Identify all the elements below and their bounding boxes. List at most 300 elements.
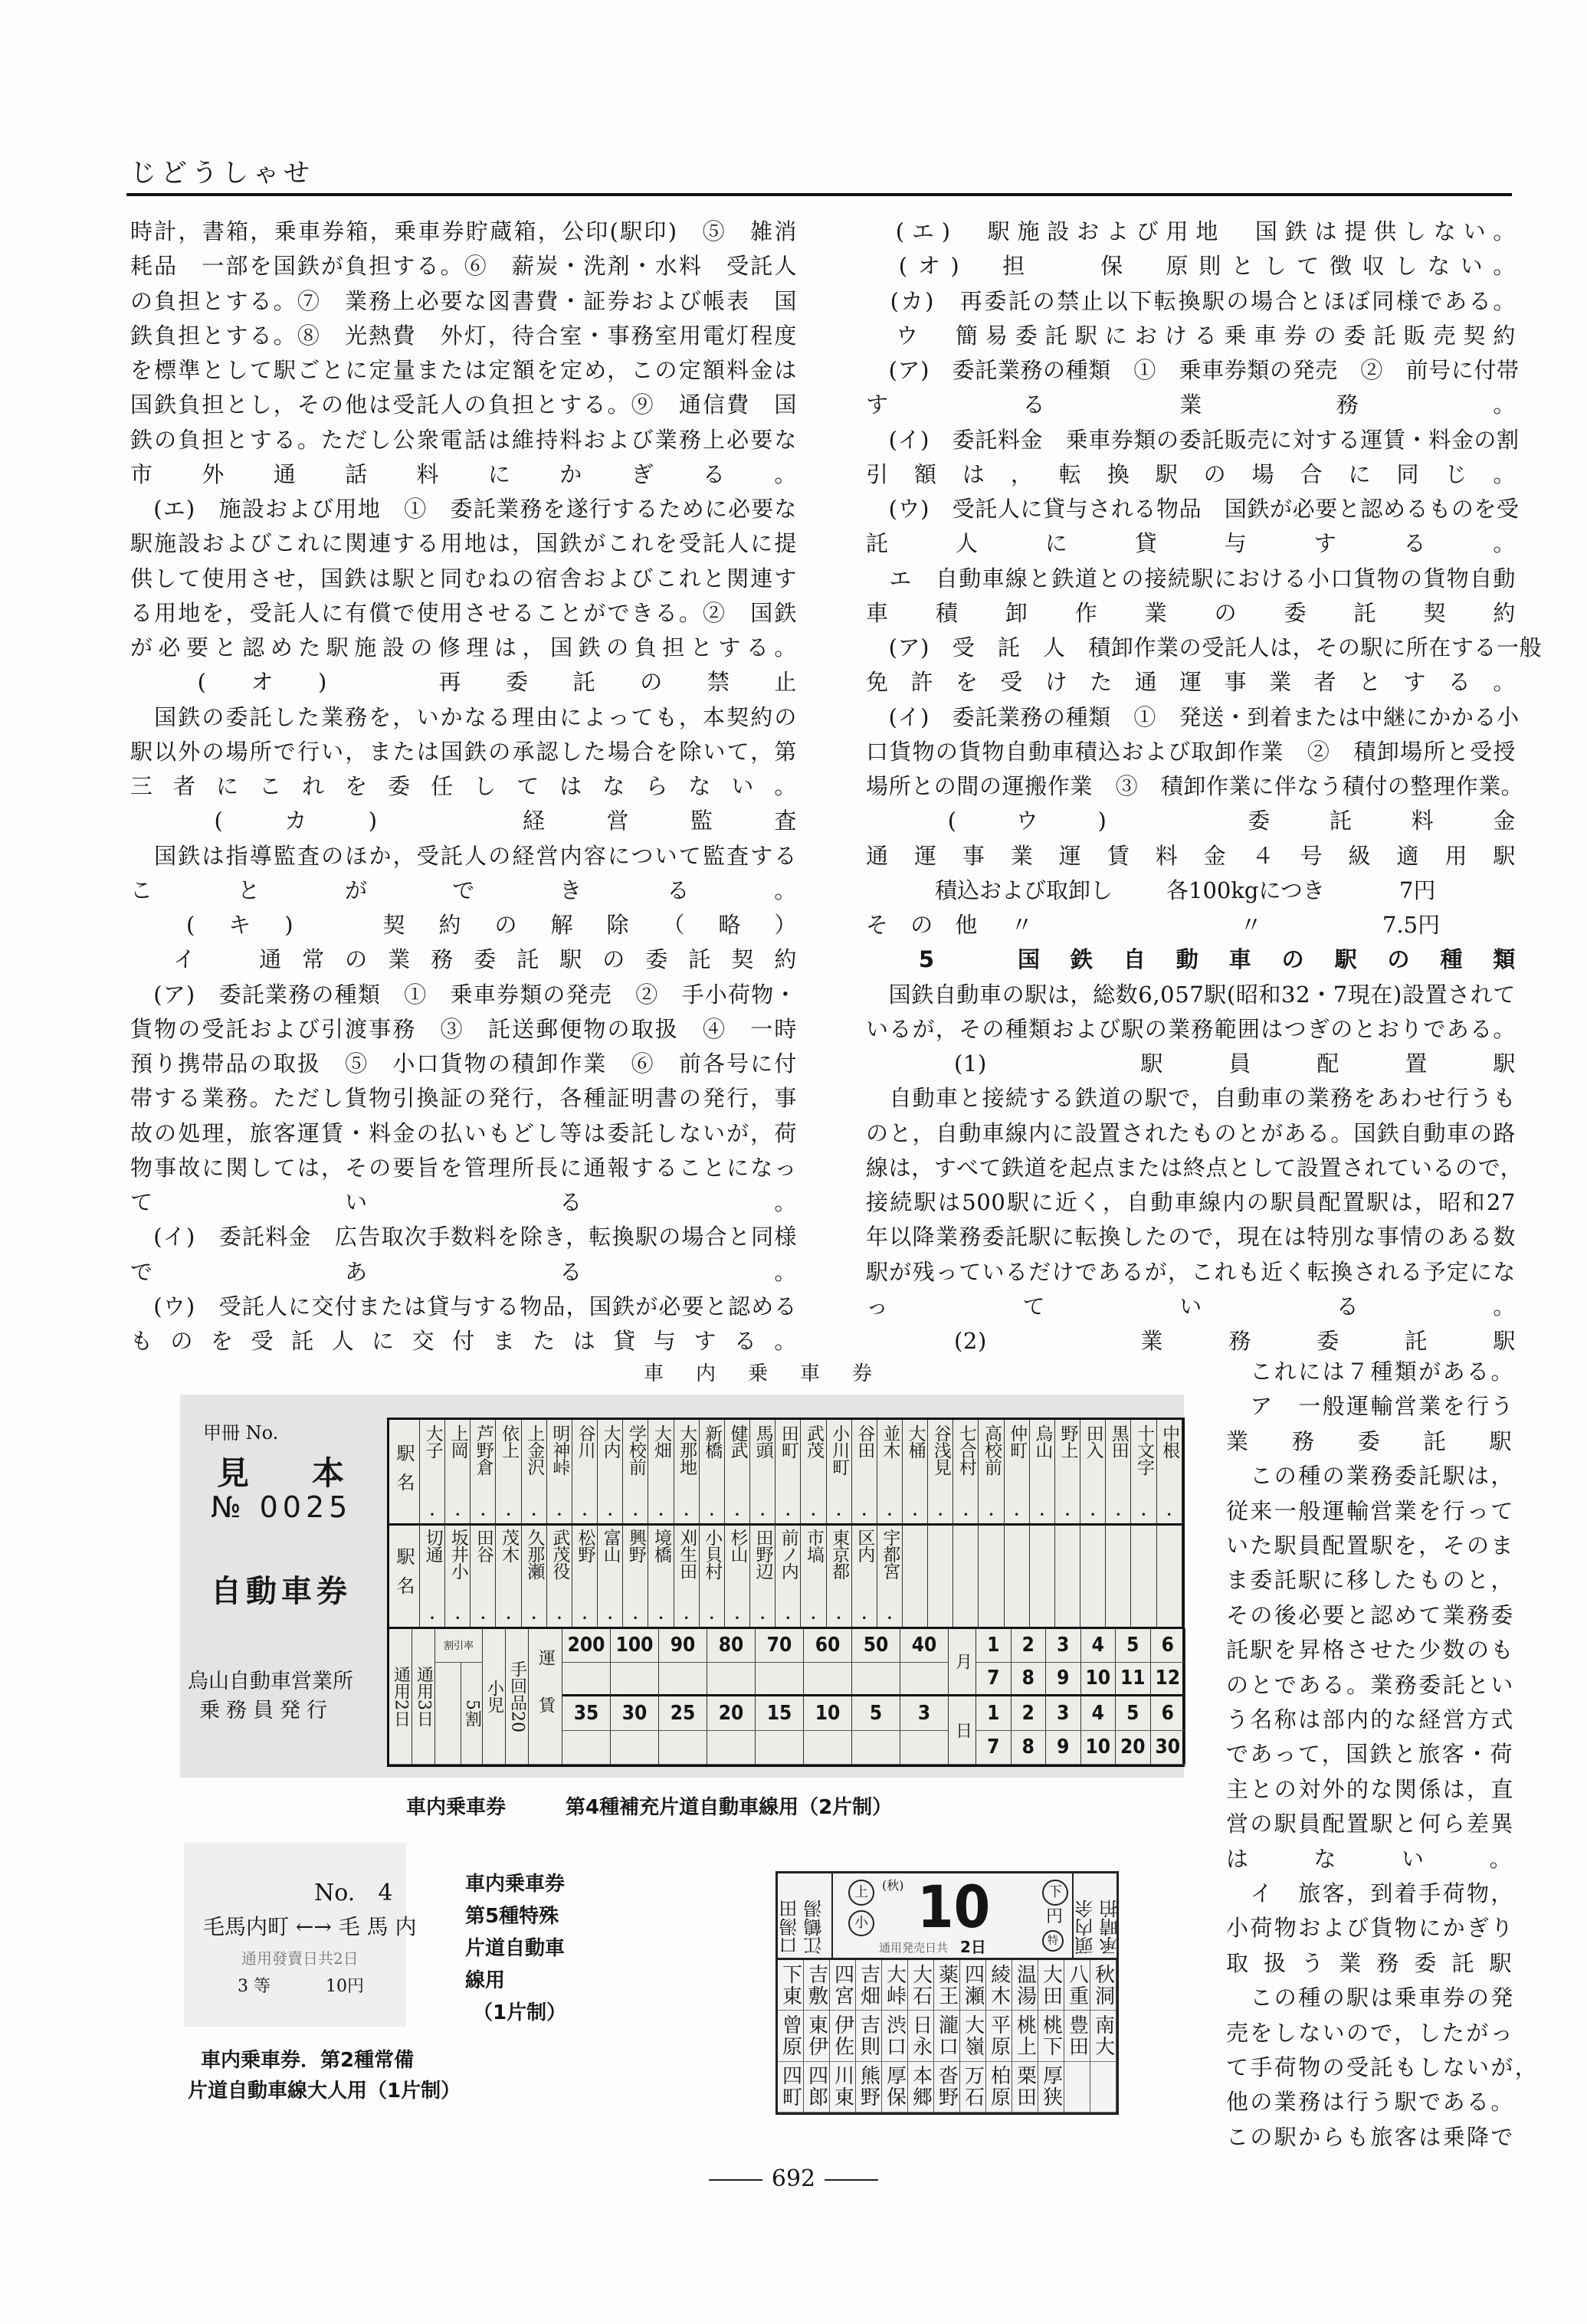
station-cell: 吉則 [856,2011,882,2061]
text-line: (エ) 施設および用地 ① 委託業務を遂行するために必要な [130,496,797,522]
fare-value: 20 [707,1696,756,1731]
station-cell: 四郎 [804,2062,830,2113]
figure-title: 車内乗車券 [644,1362,905,1385]
station-cell [471,1420,496,1523]
station-dot: • [582,1613,588,1624]
station-dot: • [632,1509,638,1520]
station-cell [1090,2062,1116,2113]
ticket3-validity-days: 2日 [960,1938,986,1956]
station-cell [801,1524,826,1627]
text-line: である。 [130,1258,797,1285]
station-cell [827,1420,852,1523]
fee-item: 積込および取卸し [935,877,1113,903]
station-cell [1080,1420,1106,1523]
ticket2-route: 毛馬内町 ←→ 毛 馬 内 [203,1914,417,1939]
fare-value: 200 [562,1628,611,1663]
text-line: (カ) 再委託の禁止以下転換駅の場合とほぼ同様である。 [866,287,1516,314]
station-name: 宇都宮 [880,1529,900,1579]
station-dot: • [734,1613,740,1624]
station-name: 芦野倉 [473,1424,493,1475]
station-dot: • [657,1613,664,1624]
station-name: 小川町 [829,1424,850,1475]
text-line: 託人に貸与する。 [866,530,1516,557]
station-dot: • [912,1509,918,1520]
station-label: 駅名 [389,1420,420,1523]
station-name: 上岡 [448,1424,468,1458]
text-line: 年以降業務委託駅に転換したので，現在は特別な事情のある数 [866,1224,1516,1251]
month-cell: 5 [1116,1628,1151,1663]
text-line: る用地を，受託人に有償で使用させることができる。② 国鉄 [130,599,797,626]
station-name: 武茂役 [549,1529,570,1579]
text-line: この種の業務委託駅は， [1226,1463,1515,1490]
station-name: 小貝村 [702,1529,723,1579]
down-mark: 下 [1042,1880,1068,1906]
station-cell [1055,1420,1080,1523]
station-cell [979,1524,1004,1627]
station-dot: • [759,1509,766,1520]
fare-blank [756,1731,804,1765]
station-dot: • [454,1509,461,1520]
station-cell: 大嶺 [960,2011,986,2061]
discount-label: 割引率 [435,1628,483,1663]
station-name: 境橋 [651,1529,671,1562]
fare-value: 5 [852,1696,900,1731]
station-dot: • [785,1613,791,1624]
station-cell [801,1420,826,1523]
page-number-dash-right [825,2179,878,2181]
station-cell [623,1524,648,1627]
station-dot: • [506,1509,512,1520]
station-dot: • [657,1509,664,1520]
station-name: 仲町 [1007,1424,1028,1458]
ticket2-number: No. 4 [314,1880,393,1906]
sample-mark: 見 本 [217,1454,360,1492]
station-cell [928,1420,953,1523]
left-station-1: 口湯田 [779,1900,801,1955]
month-cell: 12 [1151,1663,1186,1697]
station-name: 東京都 [829,1529,850,1579]
station-cell [750,1420,775,1523]
station-cell: 吉敷 [804,1960,830,2011]
text-line: 貨物の受託および引渡事務 ③ 託送郵便物の取扱 ④ 一時 [130,1015,797,1042]
station-cell [1064,2062,1090,2113]
station-cell: 八重 [1064,1960,1090,2011]
station-cell: 厚狭 [1038,2062,1064,2113]
station-name: 坂井小 [448,1529,468,1579]
station-cell: 万石 [960,2062,986,2113]
station-name: 前ノ内 [778,1529,798,1579]
station-cell [1157,1420,1182,1523]
station-name: 谷川 [575,1424,595,1458]
station-cell [1030,1420,1055,1523]
station-cell [928,1524,953,1627]
fare-blank [562,1663,611,1697]
issuer-office: 烏山自動車営業所 [188,1670,353,1693]
station-cell [674,1524,700,1627]
station-name: 並木 [880,1424,900,1458]
ticket-type: 自動車券 [211,1574,352,1609]
station-name: 田谷 [473,1529,493,1562]
station-cell [1080,1524,1106,1627]
discount-blank [435,1663,461,1765]
text-line: 市外通話料にかぎる。 [130,461,797,487]
month-cell: 10 [1081,1663,1116,1697]
special-mark: 特 [1042,1930,1064,1952]
day-cell: 3 [1046,1696,1081,1731]
text-line: 接続駅は500駅に近く，自動車線内の駅員配置駅は，昭和27 [866,1189,1516,1215]
ticket-series: 甲冊 No. [203,1422,279,1444]
text-line: であって，国鉄と旅客・荷 [1226,1741,1514,1768]
text-line: その後必要と認めて業務委 [1226,1601,1515,1628]
text-line: 引額は，転換駅の場合に同じ。 [866,461,1516,487]
fare-blank [900,1731,949,1765]
station-cell [1106,1420,1131,1523]
station-cell: 柏原 [986,2062,1012,2113]
month-cell: 8 [1012,1663,1047,1697]
text-line: 免許を受けた通運事業者とする。 [866,669,1516,696]
day-cell: 8 [1012,1731,1047,1765]
fare-date-grid [389,1628,1182,1765]
station-row-1 [389,1420,1182,1526]
station-name: 谷浅見 [930,1424,951,1475]
station-cell [877,1524,903,1627]
left-station-2: 江鶴湯 [804,1900,825,1955]
fare-value: 30 [611,1696,659,1731]
text-line: 口貨物の貨物自動車積込および取卸作業 ② 積卸場所と受授 [866,738,1516,765]
day-label: 日 [949,1696,976,1765]
station-cell: 吉畑 [856,1960,882,2011]
station-dot: • [684,1613,690,1624]
station-dot: • [836,1613,842,1624]
station-cell [1131,1420,1156,1523]
fee-price: 7.5円 [1382,912,1441,938]
station-dot: • [937,1509,943,1520]
station-cell: 秋洞 [1090,1960,1116,2011]
text-line: っている。 [866,1293,1516,1319]
station-dot: • [454,1613,461,1624]
text-line: 鉄の負担とする。ただし公衆電話は維持料および業務上必要な [130,426,797,453]
text-line: 場所との間の運搬作業 ③ 積卸作業に伴なう積付の整理作業。 [866,773,1524,799]
text-line: 取扱う業務委託駅 [1226,1949,1513,1976]
station-dot: • [1115,1509,1121,1520]
season-mark-text: 秋 [887,1878,900,1893]
station-cell: 栗田 [1012,2062,1038,2113]
station-cell: 平原 [986,2011,1012,2061]
day-cell: 1 [976,1696,1012,1731]
fee-row [866,910,1516,940]
station-cell [725,1420,750,1523]
station-cell: 綾木 [986,1960,1012,2011]
day-cell: 6 [1151,1696,1186,1731]
validity-3-days: 通用3日 [412,1628,435,1765]
fare-blank [756,1663,804,1697]
page-number [0,2165,1587,2192]
station-dot: • [962,1509,969,1520]
station-cell [420,1524,445,1627]
text-line: する業務。 [866,392,1516,418]
month-cell: 11 [1116,1663,1151,1697]
ticket-number: № 0025 [211,1490,352,1524]
station-cell [648,1524,674,1627]
ticket2-fare: 10円 [326,1977,364,1996]
ticket3-caption-5: （1片制） [473,2001,567,2024]
station-dot: • [1166,1509,1172,1520]
text-line: 線は，すべて鉄道を起点または終点として設置されているので， [866,1154,1523,1181]
ticket3-left-stations [778,1873,833,1958]
station-cell: 川東 [830,2062,856,2113]
station-cell [547,1420,572,1523]
station-cell: 渋口 [882,2011,908,2061]
month-cell: 2 [1012,1628,1047,1663]
fare-value: 60 [804,1628,852,1663]
text-line: (ウ) 受託人に貸与される物品 国鉄が必要と認めるものを受 [866,496,1520,522]
fare-value: 35 [562,1696,611,1731]
station-dot: • [810,1613,816,1624]
fee-ditto: 〃 [1011,912,1034,938]
running-title: じどうしゃせ [130,158,314,188]
station-cell [903,1420,928,1523]
station-cell [1030,1524,1055,1627]
station-cell [522,1420,547,1523]
station-cell [598,1420,623,1523]
text-line: (1) 駅員配置駅 [866,1051,1516,1077]
station-cell: 本郷 [908,2062,934,2113]
station-name: 松野 [575,1529,595,1562]
day-cell: 5 [1116,1696,1151,1731]
day-cell: 9 [1046,1731,1081,1765]
station-name: 十文字 [1133,1424,1154,1475]
month-cell: 9 [1046,1663,1081,1697]
text-line: 駅以外の場所で行い，または国鉄の承認した場合を除いて，第 [130,738,797,765]
station-cell [623,1420,648,1523]
fare-value: 50 [852,1628,900,1663]
text-line: (オ) 再委託の禁止 [130,669,797,696]
text-line: 車積卸作業の委託契約 [866,599,1516,626]
ticket3-right-stations [1072,1873,1121,1958]
text-line: 営の駅員配置駅と何ら差異 [1226,1811,1515,1837]
season-mark: (秋) [882,1878,904,1893]
text-line: ことができる。 [130,877,797,903]
fare-blank [659,1731,707,1765]
text-line: (ウ) 受託人に交付または貸与する物品，国鉄が必要と認める [130,1293,797,1319]
station-dot: • [480,1509,486,1520]
station-name: 興野 [625,1529,646,1562]
text-line: (イ) 委託業務の種類 ① 発送・到着または中継にかかる小 [866,703,1520,730]
station-cell [877,1420,903,1523]
station-cell [445,1420,471,1523]
text-line: (ア) 委託業務の種類 ① 乗車券類の発売 ② 前号に付帯 [866,357,1520,383]
station-cell [725,1524,750,1627]
station-cell [1157,1524,1182,1627]
station-name: 馬頭 [753,1424,773,1458]
station-dot: • [988,1509,995,1520]
fare-value: 15 [756,1696,804,1731]
station-cell [852,1524,877,1627]
text-line: 国鉄の委託した業務を，いかなる理由によっても，本契約の [130,703,797,730]
station-name: 大畑 [651,1424,671,1458]
station-cell: 東伊 [804,2011,830,2061]
station-cell [496,1524,521,1627]
station-name: 大那地 [677,1424,697,1475]
text-line: ア 一般運輸営業を行う [1226,1393,1515,1420]
text-line: 預り携帯品の取扱 ⑤ 小口貨物の積卸作業 ⑥ 前各号に付 [130,1051,797,1077]
station-cell: 豊田 [1064,2011,1090,2061]
child-fare: 小児 [483,1628,506,1765]
station-cell [1106,1524,1131,1627]
station-cell [674,1420,700,1523]
day-cell: 2 [1012,1696,1047,1731]
ticket-stub [180,1395,383,1778]
validity-2-days: 通用2日 [389,1628,412,1765]
station-cell [420,1420,445,1523]
station-cell [598,1524,623,1627]
station-dot: • [1039,1509,1045,1520]
ticket-regular-bus [184,1843,417,2027]
text-line: 三者にこれを委任してはならない。 [130,773,797,799]
station-cell [750,1524,775,1627]
fare-value: 90 [659,1628,707,1663]
fare-blank [707,1731,756,1765]
station-dot: • [607,1613,613,1624]
text-line: て手荷物の受託もしないが， [1226,2054,1539,2080]
ticket3-station-grid [778,1960,1116,2113]
text-line: この種の駅は乗車券の発 [1226,1985,1515,2011]
text-line: 通運事業運賃料金４号級適用駅 [866,842,1516,869]
text-line: 自動車と接続する鉄道の駅で，自動車の業務をあわせ行うも [866,1085,1516,1112]
fare-blank [659,1663,707,1697]
fare-value: 25 [659,1696,707,1731]
text-line: (イ) 委託料金 乗車券類の委託販売に対する運賃・料金の割 [866,426,1520,453]
day-cell: 7 [976,1731,1012,1765]
fare-value: 10 [804,1696,852,1731]
fare-table [387,1418,1185,1767]
text-line: が必要と認めた駅施設の修理は，国鉄の負担とする。 [130,634,797,660]
station-cell [1005,1420,1030,1523]
fare-value: 40 [900,1628,949,1663]
text-line: ものを受託人に交付または貸与する。 [130,1328,797,1354]
yen-mark: 円 [1046,1907,1064,1926]
text-line: を標準として駅ごとに定量または定額を定め，この定額料金は [130,357,797,383]
fare-blank [804,1731,852,1765]
text-line: 供して使用させ，国鉄は駅と同むねの宿舎およびこれと関連す [130,565,797,592]
fare-blank [852,1731,900,1765]
fare-blank [707,1663,756,1697]
ticket3-validity-label: 通用発売日共 [879,1941,949,1955]
station-name: 田町 [778,1424,798,1458]
right-station-2: 承晴拍 [1100,1900,1121,1955]
station-name: 大桶 [905,1424,926,1458]
station-cell [572,1524,598,1627]
text-line: 国鉄自動車の駅は，総数6,057駅(昭和32・7現在)設置されて [866,981,1516,1008]
station-cell [1005,1524,1030,1627]
station-cell [1131,1524,1156,1627]
text-line: この駅からも旅客は乗降で [1226,2123,1515,2150]
text-line: 故の処理，旅客運賃・料金の払いもどし等は委託しないが，荷 [130,1119,797,1146]
station-cell: 熊野 [856,2062,882,2113]
fare-blank [852,1663,900,1697]
station-cell [775,1420,801,1523]
station-cell [700,1420,725,1523]
text-line: ま委託駅に移したものと， [1226,1567,1515,1594]
text-line: (キ) 契約の解除（略） [130,912,797,938]
text-line: これには７種類がある。 [1226,1359,1515,1385]
text-line: 小荷物および貨物にかぎり [1226,1915,1515,1942]
text-line: 他の業務は行う駅である。 [1226,2089,1515,2116]
station-name: 市塙 [803,1529,824,1562]
ticket3-caption-1: 車内乗車券 [465,1873,566,1896]
discount-value: 5割 [461,1663,483,1765]
station-cell [852,1420,877,1523]
fee-item: そ の 他 [866,912,985,938]
text-line: 鉄負担とする。⑧ 光熱費 外灯，待合室・事務室用電灯程度 [130,322,797,349]
text-line: う名称は部内的な経営方式 [1226,1706,1515,1732]
fare-value: 100 [611,1628,659,1663]
station-cell: 大田 [1038,1960,1064,2011]
station-dot: • [887,1509,893,1520]
text-line: (2) 業務委託駅 [866,1328,1516,1354]
station-name: 谷田 [854,1424,875,1458]
text-line: 物事故に関しては，その要旨を管理所長に通報することになっ [130,1154,797,1181]
day-cell: 20 [1116,1731,1151,1765]
station-dot: • [1014,1509,1020,1520]
text-line: (ア) 委託業務の種類 ① 乗車券類の発売 ② 手小荷物・ [130,981,797,1008]
fee-unit: 〃 [1240,912,1263,938]
fee-price: 7円 [1399,877,1436,903]
station-name: 切通 [422,1529,443,1562]
ticket3-fare: 10 [917,1873,991,1941]
ticket3-caption-2: 第5種特殊 [465,1905,559,1928]
station-cell: 四瀬 [960,1960,986,2011]
ticket-special-bus [775,1871,1119,2115]
month-cell: 6 [1151,1628,1186,1663]
text-line: 売をしないので，したがっ [1226,2019,1515,2046]
station-name: 田入 [1083,1424,1103,1458]
station-name: 黒田 [1108,1424,1129,1458]
ticket2-validity: 通用發賣日共2日 [241,1949,359,1968]
station-name: 区内 [854,1529,875,1562]
station-dot: • [506,1613,512,1624]
up-mark: 上 [848,1880,874,1906]
station-cell: 日永 [908,2011,934,2061]
station-dot: • [861,1509,867,1520]
station-dot: • [1090,1509,1096,1520]
station-dot: • [709,1613,715,1624]
fare-value: 70 [756,1628,804,1663]
station-dot: • [1064,1509,1071,1520]
day-cell: 4 [1081,1696,1116,1731]
station-dot: • [810,1509,816,1520]
fare-label: 運賃 [529,1628,562,1765]
station-cell: 桃下 [1038,2011,1064,2061]
text-line: (オ) 担 保 原則として徴収しない。 [866,253,1516,280]
station-cell [1055,1524,1080,1627]
station-cell [700,1524,725,1627]
station-cell [775,1524,801,1627]
station-name: 中根 [1159,1424,1180,1458]
station-name: 田野辺 [753,1529,773,1579]
station-dot: • [632,1613,638,1624]
issuer-note: 乗務員発行 [199,1699,333,1723]
text-line: ウ 簡易委託駅における乗車券の委託販売契約 [866,322,1516,349]
station-dot: • [531,1509,537,1520]
station-cell [445,1524,471,1627]
text-line: 業務委託駅 [1226,1428,1513,1454]
station-cell: 南大 [1090,2011,1116,2061]
station-dot: • [759,1613,766,1624]
text-line: 主との対外的な関係は，直 [1226,1775,1515,1802]
station-name: 七合村 [956,1424,976,1475]
station-dot: • [836,1509,842,1520]
